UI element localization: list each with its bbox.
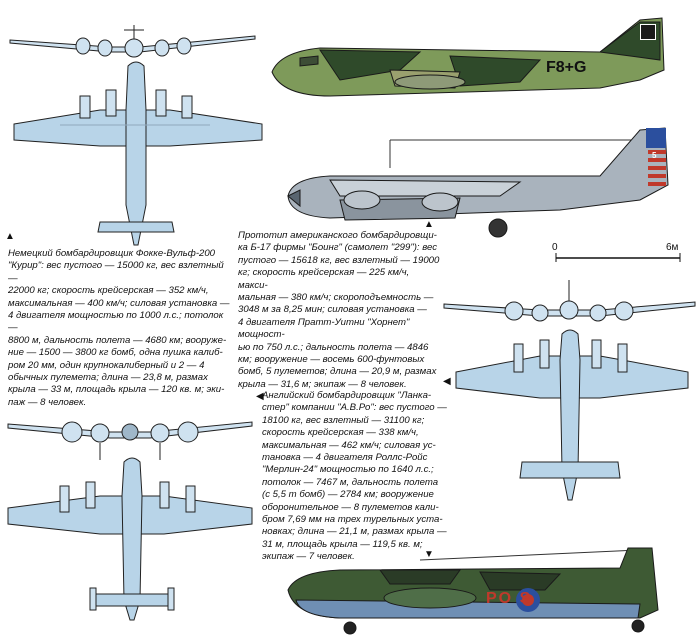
lancaster-caption: Английский бомбардировщик "Ланка- стер" компании "А.В.Ро": вес пустого — 18100 кг, вес взлетный — 31100 кг; скорость крейсерская — 338 км/ч, максимальная — 462 км/ч; силовая ус- тановка — 4 двигателя Роллс-Ройс "Мерлин-24" мощностью по 1640 л.с.; потолок — 7467 м, дальность полета (с 5,5 т бомб) — 2784 км; вооружение оборонительное — 8 пулеметов кали- бром 7,69 мм на трех турельных уста- новках; длина — 21,1 м, размах крыла — 31 м, площадь крыла — 119,5 кв. м; экипаж — 7 человек. xyxy=(262,390,447,563)
lancaster-arrow-left-icon: ◀ xyxy=(256,391,264,402)
b17-caption: Прототип американского бомбардировщи- ка Б-17 фирмы "Боинг" (самолет "299"): вес пустого — 15618 кг, вес взлетный — 19000 кг; скорость крейсерская — 225 км/ч, макси- мальная — 380 км/ч; скороподъемность — 3048 м за 8,25 мин; силовая установка — 4 двигателя Пратт-Уитни "Хорнет" мощност- ью по 750 л.с.; дальность полета — 4846 км; вооружение — восемь 600-фунтовых бомб, 5 пулеметов; длина — 20,9 м, размах крыла — 31,6 м; экипаж — 8 человек. xyxy=(238,230,440,390)
lancaster-code-marking: PO S xyxy=(486,590,533,607)
fw200-caption: Немецкий бомбардировщик Фокке-Вульф-200 "Курир": вес пустого — 15000 кг, вес взлетный — 22000 кг; скорость крейсерская — 352 км/ч, максимальная — 400 км/ч; силовая установка — 4 двигателя мощностью по 1000 л.с.; потолок — 8800 м, дальность полета — 4680 км; вооруже- ние — 1500 — 3800 кг бомб, одна пушка калиб- ром 20 мм, один крупнокалиберный и 2 — 4 обычных пулемета; длина — 23,8 м, размах крыла — 33 м, площадь крыла — 120 кв. м; эки- паж — 8 человек. xyxy=(8,248,230,408)
scale-start-label: 0 xyxy=(552,242,558,253)
lancaster-arrow-down-icon: ▼ xyxy=(424,549,434,560)
b17-tail-number: 5 xyxy=(652,151,657,160)
scale-end-label: 6м xyxy=(666,242,679,253)
fw200-code-marking: F8+G xyxy=(546,59,587,76)
b17-arrow-up-icon: ▲ xyxy=(424,219,434,230)
fw200-arrow-up-icon: ▲ xyxy=(5,231,15,242)
b17-plan-arrow-left-icon: ◀ xyxy=(443,376,451,387)
